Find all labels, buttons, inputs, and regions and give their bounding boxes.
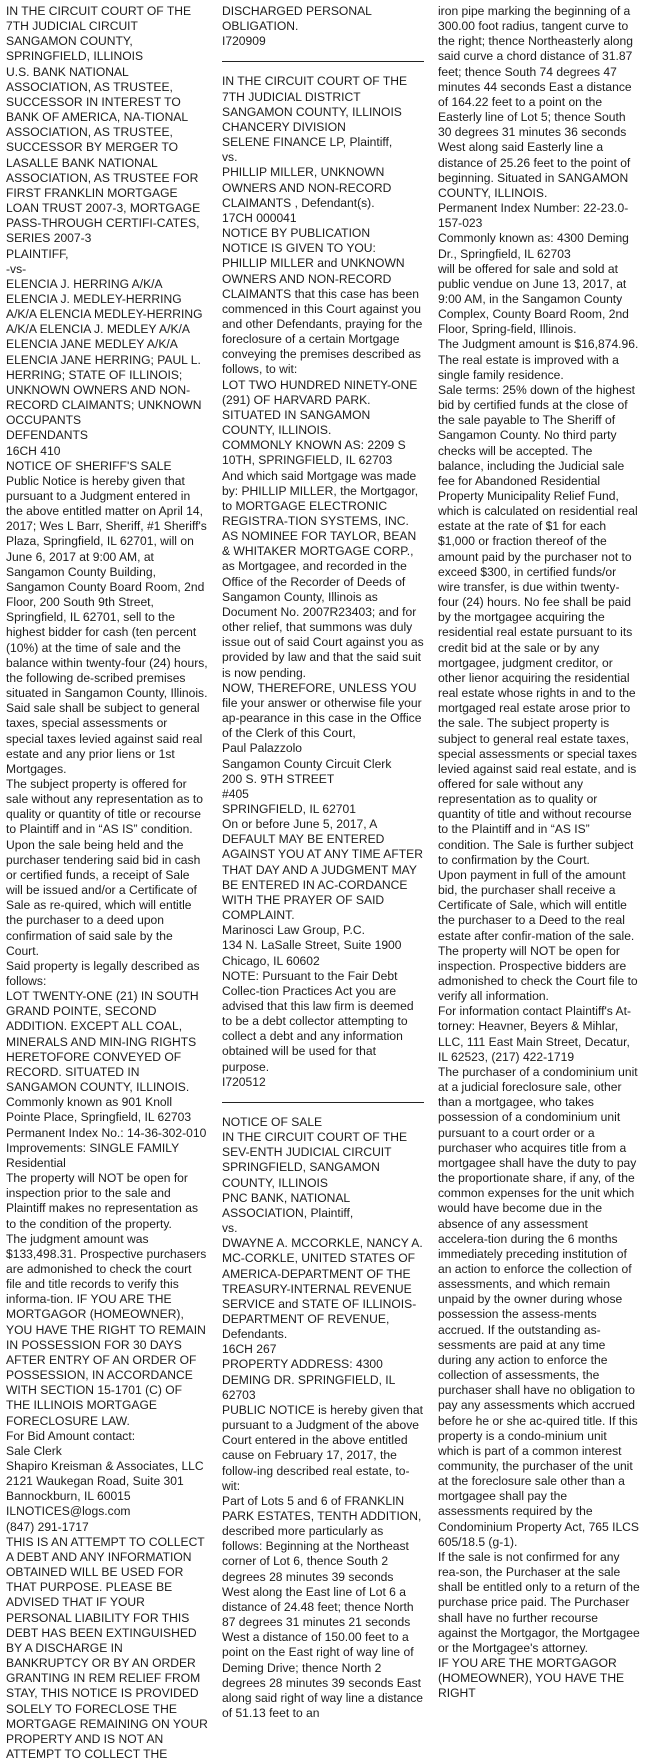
- notice-paragraph: The purchaser of a condominium unit at a judicial foreclosure sale, other than a mortgagee, who takes possession of a condominium unit pursuant to a court order or a purchaser who acquires title from a mortgagee shall have the duty to pay the proportionate share, if any, of the common expenses for the unit which would have become due in the absence of any assessment accelera-tion during the 6 months immediately preceding institution of an action to enforce the collection of assessments, and which remain unpaid by the owner during whose possession the assess-ments accrued. If the outstanding as-sessments are paid at any time during any action to enforce the collection of assessments, the purchaser shall have no obligation to pay any assessments which accrued before he or she ac-quired title. If this property is a condo-minium unit which is part of a common interest community, the purchaser of the unit at the foreclosure sale other than a mortgagee shall pay the assessments required by the Condominium Property Act, 765 ILCS 605/18.5 (g-1).: [438, 1064, 639, 1549]
- notice-paragraph: SANGAMON COUNTY, SPRINGFIELD, ILLINOIS: [6, 34, 144, 64]
- notice-paragraph: #405: [222, 786, 249, 801]
- notice-paragraph: Sale terms: 25% down of the highest bid by certified funds at the close of the sale payable to The Sheriff of Sangamon County. No third party checks will be accepted. The balance, including the Judicial sale fee for Abandoned Residential Property Municipality Relief Fund, which is calculated on residential real estate at the rate of $1 for each $1,000 or fraction thereof of the amount paid by the purchaser not to exceed $300, in certified funds/or wire transfer, is due within twenty-four (24) hours. No fee shall be paid by the mortgagee acquiring the residential real estate pursuant to its credit bid at the sale or by any mortgagee, judgment creditor, or other lienor acquiring the residential real estate whose rights in and to the mortgaged real estate arose prior to the sale. The subject property is subject to general real estate taxes, special assessments or special taxes levied against said real estate, and is offered for sale without any representation as to quality or quantity of title and without recourse to the Plaintiff and in “AS IS” condition. The Sale is further subject to confirmation by the Court.: [438, 382, 638, 867]
- notice-paragraph: Chicago, IL 60602: [222, 953, 320, 968]
- notice-paragraph: CHANCERY DIVISION: [222, 119, 346, 134]
- notice-paragraph: The real estate is improved with a single family residence.: [438, 352, 619, 382]
- notice-paragraph: If the sale is not confirmed for any rea-son, the Purchaser at the sale shall be entitled only to a return of the purchase price paid. The Purchaser shall have no further recourse against the Mortgagor, the Mortgagee or the Mortgagee's attorney.: [438, 1549, 640, 1655]
- notice-paragraph: LOT TWENTY-ONE (21) IN SOUTH GRAND POINTE, SECOND ADDITION. EXCEPT ALL COAL, MINERALS AND MIN-ING RIGHTS HERETOFORE CONVEYED OF RECORD. SITUATED IN SANGAMON COUNTY, ILLINOIS.: [6, 989, 199, 1095]
- notice-paragraph: Upon the sale being held and the purchaser tendering said bid in cash or certified funds, a receipt of Sale will be issued and/or a Certificate of Sale as re-quired, which will entitle the purchaser to a deed upon confirmation of said sale by the Court.: [6, 837, 201, 958]
- notice-paragraph: Permanent Index Number: 22-23.0-157-023: [438, 201, 629, 231]
- notice-paragraph: will be offered for sale and sold at public vendue on June 13, 2017, at 9:00 AM, in the Sangamon County Complex, County Board Room, 2nd Floor, Spring-field, Illinois.: [438, 261, 629, 337]
- legal-notice: [6, 4, 208, 1762]
- notice-paragraph: SANGAMON COUNTY, ILLINOIS: [222, 104, 402, 119]
- notice-paragraph: Public Notice is hereby given that pursuant to a Judgment entered in the above entitled matter on April 14, 2017; Wes L Barr, Sheriff, #1 Sheriff's Plaza, Springfield, IL 62701, will on June 6, 2017 at 9:00 AM, at Sangamon County Building, Sangamon County Board Room, 2nd Floor, 200 South 9th Street, Springfield, IL 62701, sell to the highest bidder for cash (ten percent (10%) at the time of sale and the balance within twenty-four (24) hours, the following de-scribed premises situated in Sangamon County, Illinois.: [6, 473, 208, 701]
- notice-paragraph: The property will NOT be open for inspection. Prospective bidders are admonished to check the Court file to verify all information.: [438, 943, 638, 1004]
- legal-notice: [222, 74, 424, 1089]
- notice-paragraph: Shapiro Kreisman & Associates, LLC: [6, 1459, 204, 1473]
- notice-paragraph: ELENCIA J. HERRING A/K/A ELENCIA J. MEDLEY-HERRING A/K/A ELENCIA MEDLEY-HERRING A/K/A ELENCIA J. MEDLEY A/K/A ELENCIA JANE MEDLEY A/K/A ELENCIA JANE HERRING; PAUL L. HERRING; STATE OF ILLINOIS; UNKNOWN OWNERS AND NON-RECORD CLAIMANTS; UNKNOWN OCCUPANTS: [6, 276, 203, 428]
- notice-paragraph: The Judgment amount is $16,874.96.: [438, 337, 639, 352]
- notice-paragraph: 200 S. 9TH STREET: [222, 771, 335, 786]
- notice-paragraph: IF YOU ARE THE MORTGAGOR (HOMEOWNER), YOU HAVE THE RIGHT: [438, 1656, 625, 1701]
- legal-notice: [222, 4, 424, 49]
- notice-paragraph: PLAINTIFF,: [6, 246, 69, 261]
- notice-paragraph: NOW, THEREFORE, UNLESS YOU file your answer or otherwise file your ap-pearance in this case in the Office of the Clerk of this Court,: [222, 680, 422, 741]
- legal-notice: [438, 4, 640, 1702]
- notice-paragraph: NOTICE BY PUBLICATION: [222, 226, 371, 241]
- notice-paragraph: PROPERTY ADDRESS: 4300 DEMING DR. SPRINGFIELD, IL 62703: [222, 1357, 395, 1402]
- notice-paragraph: 16CH 410: [6, 443, 61, 458]
- notice-paragraph: SELENE FINANCE LP, Plaintiff,: [222, 135, 393, 150]
- notice-paragraph: PHILLIP MILLER, UNKNOWN OWNERS AND NON-RECORD CLAIMANTS , Defendant(s).: [222, 165, 392, 210]
- notice-paragraph: Said property is legally described as follows:: [6, 958, 200, 988]
- notice-paragraph: IN THE CIRCUIT COURT OF THE 7TH JUDICIAL CIRCUIT: [6, 4, 192, 34]
- notice-paragraph: Sale Clerk: [6, 1443, 62, 1458]
- notice-paragraph: Permanent Index No.: 14-36-302-010: [6, 1125, 207, 1140]
- notice-paragraph: 2121 Waukegan Road, Suite 301: [6, 1474, 184, 1489]
- notice-paragraph: Said sale shall be subject to general taxes, special assessments or special taxes levied against said real estate and any prior liens or 1st Mortgages.: [6, 701, 203, 776]
- notice-paragraph: LOT TWO HUNDRED NINETY-ONE (291) OF HARVARD PARK. SITUATED IN SANGAMON COUNTY, ILLINOIS.: [222, 377, 418, 438]
- notice-paragraph: Commonly known as: 4300 Deming Dr., Springfield, IL 62703: [438, 231, 629, 261]
- notice-paragraph: DWAYNE A. MCCORKLE, NANCY A. MC-CORKLE, UNITED STATES OF AMERICA-DEPARTMENT OF THE TREASURY-INTERNAL REVENUE SERVICE and STATE OF ILLINOIS-DEPARTMENT OF REVENUE,: [222, 1236, 423, 1326]
- notice-paragraph: Commonly known as 901 Knoll Pointe Place, Springfield, IL 62703: [6, 1095, 192, 1125]
- notice-paragraph: iron pipe marking the beginning of a 300.00 foot radius, tangent curve to the right; thence Northeasterly along said curve a chord distance of 31.87 feet; thence South 74 degrees 47 minutes 44 seconds East a distance of 164.22 feet to a point on the Easterly line of Lot 5; thence South 30 degrees 31 minutes 36 seconds West along said Easterly line a distance of 25.26 feet to the point of beginning. Situated in SANGAMON COUNTY, ILLINOIS.: [438, 4, 633, 200]
- notice-paragraph: DISCHARGED PERSONAL OBLIGATION.: [222, 4, 372, 34]
- notice-paragraph: IN THE CIRCUIT COURT OF THE 7TH JUDICIAL DISTRICT: [222, 74, 408, 104]
- notice-paragraph: 17CH 000041: [222, 210, 297, 225]
- notice-paragraph: Marinosci Law Group, P.C.: [222, 923, 365, 938]
- notice-paragraph: NOTICE OF SALE: [222, 1114, 323, 1129]
- notice-paragraph: 134 N. LaSalle Street, Suite 1900: [222, 938, 402, 953]
- notice-paragraph: vs.: [222, 150, 238, 165]
- notice-paragraph: (847) 291-1717: [6, 1519, 89, 1534]
- notice-paragraph: Sangamon County Circuit Clerk: [222, 756, 392, 771]
- notice-paragraph: DEFENDANTS: [6, 428, 88, 443]
- notice-paragraph: For Bid Amount contact:: [6, 1428, 136, 1443]
- notice-paragraph: Paul Palazzolo: [222, 741, 303, 756]
- notice-paragraph: NOTE: Pursuant to the Fair Debt Collec-tion Practices Act you are advised that this law firm is deemed to be a debt collector attempting to collect a debt and any information obtained will be used for that purpose.: [222, 968, 414, 1074]
- notice-paragraph: vs.: [222, 1221, 238, 1236]
- notice-paragraph: 16CH 267: [222, 1342, 277, 1357]
- notice-paragraph: NOTICE OF SHERIFF'S SALE: [6, 458, 172, 473]
- notice-paragraph: ILNOTICES@logs.com: [6, 1504, 131, 1519]
- column-3: [438, 4, 640, 1701]
- notice-paragraph: For information contact Plaintiff's At-torney: Heavner, Beyers & Mihlar, LLC, 111 East Main Street, Decatur, IL 62523, (217) 422-1719: [438, 1004, 631, 1064]
- column-1: [6, 4, 208, 1761]
- notice-paragraph: Bannockburn, IL 60015: [6, 1489, 131, 1504]
- notice-paragraph: -vs-: [6, 261, 27, 276]
- notice-paragraph: U.S. BANK NATIONAL ASSOCIATION, AS TRUSTEE, SUCCESSOR IN INTEREST TO BANK OF AMERICA, NA-TIONAL ASSOCIATION, AS TRUSTEE, SUCCESSOR BY MERGER TO LASALLE BANK NATIONAL ASSOCIATION, AS TRUSTEE FOR FIRST FRANKLIN MORTGAGE LOAN TRUST 2007-3, MORTGAGE PASS-THROUGH CERTIFI-CATES, SERIES 2007-3: [6, 64, 201, 246]
- notice-paragraph: Part of Lots 5 and 6 of FRANKLIN PARK ESTATES, TENTH ADDITION, described more particularly as follows: Beginning at the Northeast corner of Lot 6, thence South 2 degrees 28 minutes 39 seconds West along the East line of Lot 6 a distance of 24.48 feet; thence North 87 degrees 31 minutes 21 seconds West a distance of 150.00 feet to a point on the East right of way line of Deming Drive; thence North 2 degrees 28 minutes 39 seconds East along said right of way line a distance of 51.13 feet to an: [222, 1493, 424, 1721]
- notice-paragraph: NOTICE IS GIVEN TO YOU: PHILLIP MILLER and UNKNOWN OWNERS AND NON-RECORD CLAIMANTS that this case has been commenced in this Court against you and other Defendants, praying for the foreclosure of a certain Mortgage conveying the premises described as follows, to wit:: [222, 241, 423, 377]
- notice-paragraph: The judgment amount was $133,498.31. Prospective purchasers are admonished to check the court file and title records to verify this informa-tion. IF YOU ARE THE MORTGAGOR (HOMEOWNER), YOU HAVE THE RIGHT TO REMAIN IN POSSESSION FOR 30 DAYS AFTER ENTRY OF AN ORDER OF POSSESSION, IN ACCORDANCE WITH SECTION 15-1701 (C) OF THE ILLINOIS MORTGAGE FORECLOSURE LAW.: [6, 1231, 207, 1428]
- notice-paragraph: I720512: [222, 1074, 266, 1089]
- notice-paragraph: The property will NOT be open for inspection prior to the sale and Plaintiff makes no representation as to the condition of the property.: [6, 1171, 199, 1231]
- notice-paragraph: On or before June 5, 2017, A DEFAULT MAY BE ENTERED AGAINST YOU AT ANY TIME AFTER THAT DAY AND A JUDGMENT MAY BE ENTERED IN AC-CORDANCE WITH THE PRAYER OF SAID COMPLAINT.: [222, 817, 423, 923]
- notice-paragraph: Improvements: SINGLE FAMILY Residential: [6, 1140, 179, 1170]
- notice-paragraph: Defendants.: [222, 1327, 288, 1342]
- notice-paragraph: THIS IS AN ATTEMPT TO COLLECT A DEBT AND ANY INFORMATION OBTAINED WILL BE USED FOR THAT PURPOSE. PLEASE BE ADVISED THAT IF YOUR PERSONAL LIABILITY FOR THIS DEBT HAS BEEN EXTINGUISHED BY A DISCHARGE IN BANKRUPTCY OR BY AN ORDER GRANTING IN REM RELIEF FROM STAY, THIS NOTICE IS PROVIDED SOLELY TO FORECLOSE THE MORTGAGE REMAINING ON YOUR PROPERTY AND IS NOT AN ATTEMPT TO COLLECT THE: [6, 1534, 208, 1761]
- notice-paragraph: SPRINGFIELD, IL 62701: [222, 801, 356, 816]
- column-2: [222, 4, 424, 1721]
- notice-paragraph: IN THE CIRCUIT COURT OF THE SEV-ENTH JUDICIAL CIRCUIT: [222, 1130, 408, 1160]
- notice-paragraph: The subject property is offered for sale without any representation as to quality or quantity of title or recourse to Plaintiff and in “AS IS” condition.: [6, 776, 203, 837]
- notice-paragraph: COMMONLY KNOWN AS: 2209 S 10TH, SPRINGFIELD, IL 62703: [222, 438, 406, 468]
- notice-paragraph: SPRINGFIELD, SANGAMON COUNTY, ILLINOIS: [222, 1160, 380, 1190]
- notice-paragraph: PNC BANK, NATIONAL ASSOCIATION, Plaintiff,: [222, 1190, 354, 1220]
- notice-paragraph: And which said Mortgage was made by: PHILLIP MILLER, the Mortgagor, to MORTGAGE ELECTRONIC REGISTRA-TION SYSTEMS, INC. AS NOMINEE FOR TAYLOR, BEAN & WHITAKER MORTGAGE CORP., as Mortgagee, and recorded in the Office of the Recorder of Deeds of Sangamon County, Illinois as Document No. 2007R23403; and for other relief, that summons was duly issue out of said Court against you as provided by law and that the said suit is now pending.: [222, 468, 424, 680]
- legal-notice: [222, 1115, 424, 1721]
- notice-paragraph: Upon payment in full of the amount bid, the purchaser shall receive a Certificate of Sale, which will entitle the purchaser to a Deed to the real estate after confir-mation of the sale.: [438, 867, 635, 943]
- notice-paragraph: I720909: [222, 34, 266, 49]
- notice-divider: [222, 61, 424, 62]
- notice-paragraph: PUBLIC NOTICE is hereby given that pursuant to a Judgment of the above Court entered in the above entitled cause on February 17, 2017, the follow-ing described real estate, to-wit:: [222, 1402, 423, 1493]
- notice-divider: [222, 1102, 424, 1103]
